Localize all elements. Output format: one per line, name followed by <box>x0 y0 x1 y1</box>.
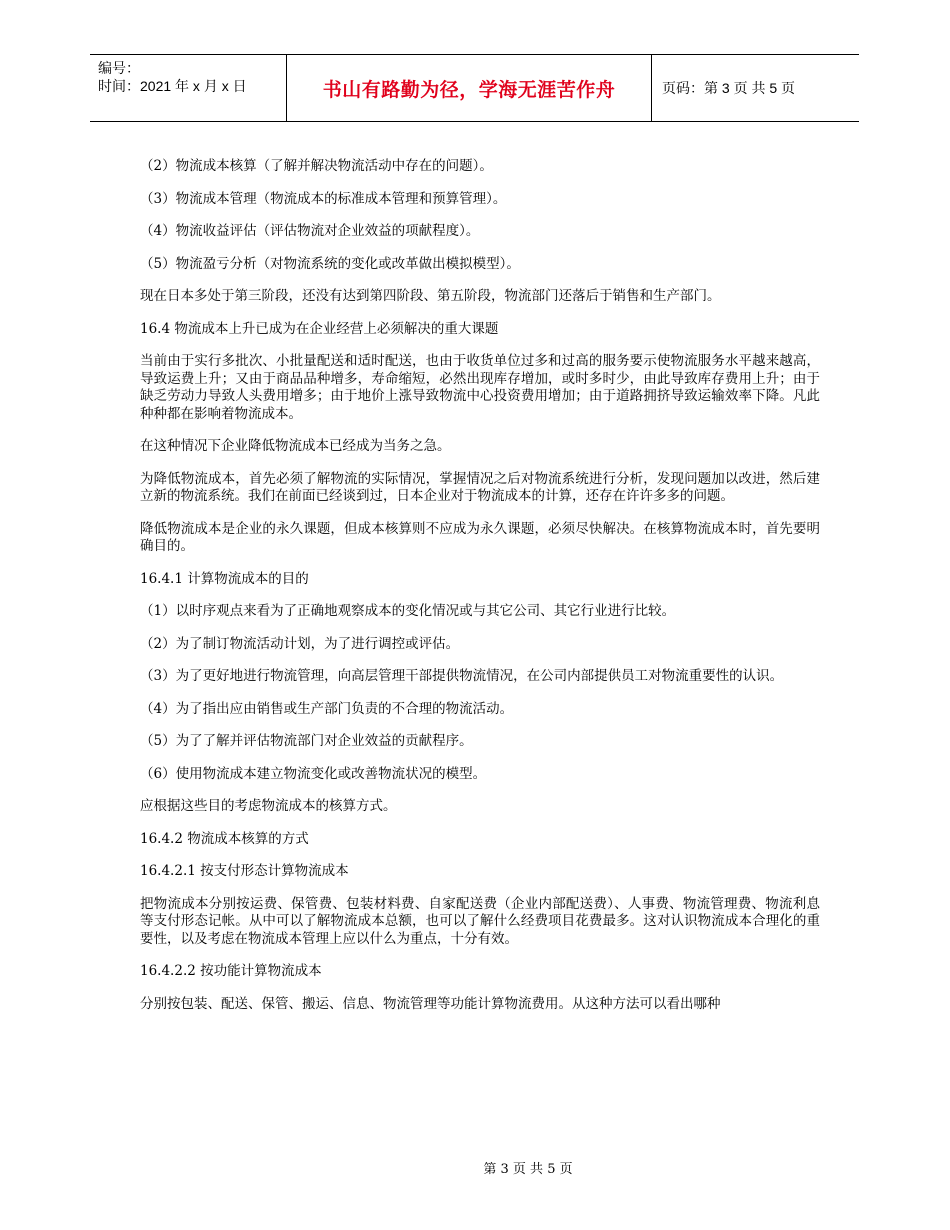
page-header <box>90 54 859 122</box>
paragraph: （5）物流盈亏分析（对物流系统的变化或改革做出模拟模型）。 <box>140 255 520 272</box>
paragraph: （2）物流成本核算（了解并解决物流活动中存在的问题）。 <box>140 158 493 174</box>
paragraph: 分别按包装、配送、保管、搬运、信息、物流管理等功能计算物流费用。从这种方法可以看出哪种 <box>140 995 721 1012</box>
paragraph: 把物流成本分别按运费、保管费、包装材料费、自家配送费（企业内部配送费）、人事费、物流管理费、物流利息等支付形态记帐。从中可以了解物流成本总额，也可以了解什么经费项目花费最多。这对认识物流成本合理化的重要性，以及考虑在物流成本管理上应以什么为重点，十分有效。 <box>140 895 820 947</box>
section-heading: 16.4.2.2 按功能计算物流成本 <box>140 963 322 979</box>
list-item: （4）为了指出应由销售或生产部门负责的不合理的物流活动。 <box>140 700 514 717</box>
section-heading: 16.4.2 物流成本核算的方式 <box>140 830 309 847</box>
header-meta <box>90 55 286 121</box>
section-heading: 16.4 物流成本上升已成为在企业经营上必须解决的重大课题 <box>140 320 499 337</box>
list-item: （6）使用物流成本建立物流变化或改善物流状况的模型。 <box>140 765 487 782</box>
paragraph: 为降低物流成本，首先必须了解物流的实际情况，掌握情况之后对物流系统进行分析，发现问题加以改进，然后建立新的物流系统。我们在前面已经谈到过，日本企业对于物流成本的计算，还存在许许多多的问题。 <box>140 470 820 504</box>
section-heading: 16.4.2.1 按支付形态计算物流成本 <box>140 863 349 879</box>
paragraph: 在这种情况下企业降低物流成本已经成为当务之急。 <box>140 438 451 454</box>
section-heading: 16.4.1 计算物流成本的目的 <box>140 570 309 587</box>
paragraph: （4）物流收益评估（评估物流对企业效益的项献程度）。 <box>140 223 480 239</box>
number-label: 编号： <box>98 60 140 76</box>
paragraph: （3）物流成本管理（物流成本的标准成本管理和预算管理）。 <box>140 190 507 207</box>
list-item: （3）为了更好地进行物流管理，向高层管理干部提供物流情况，在公司内部提供员工对物流重要性的认识。 <box>140 668 784 684</box>
paragraph: 现在日本多处于第三阶段，还没有达到第四阶段、第五阶段，物流部门还落后于销售和生产部门。 <box>140 288 721 304</box>
header-page-label: 页码：第 3 页 共 5 页 <box>662 80 796 96</box>
paragraph: 应根据这些目的考虑物流成本的核算方式。 <box>140 798 397 814</box>
page-footer: 第 3 页 共 5 页 <box>483 1162 573 1177</box>
list-item: （2）为了制订物流活动计划，为了进行调控或评估。 <box>140 635 460 652</box>
header-motto: 书山有路勤为径，学海无涯苦作舟 <box>286 55 652 121</box>
body-text <box>140 158 820 1028</box>
list-item: （1）以时序观点来看为了正确地观察成本的变化情况或与其它公司、其它行业进行比较。 <box>140 603 676 619</box>
paragraph: 当前由于实行多批次、小批量配送和适时配送，也由于收货单位过多和过高的服务要示使物流服务水平越来越高，导致运费上升；又由于商品品种增多，寿命缩短，必然出现库存增加，或时多时少，由此导致库存费用上升；由于缺乏劳动力导致人头费用增多；由于地价上涨导致物流中心投资费用增加；由于道路拥挤导致运输效率下降。凡此种种都在影响着物流成本。 <box>140 353 820 422</box>
paragraph: 降低物流成本是企业的永久课题，但成本核算则不应成为永久课题，必须尽快解决。在核算物流成本时，首先要明确目的。 <box>140 520 820 554</box>
time-label: 时间：2021 年 x 月 x 日 <box>98 78 247 94</box>
list-item: （5）为了了解并评估物流部门对企业效益的贡献程序。 <box>140 733 473 749</box>
